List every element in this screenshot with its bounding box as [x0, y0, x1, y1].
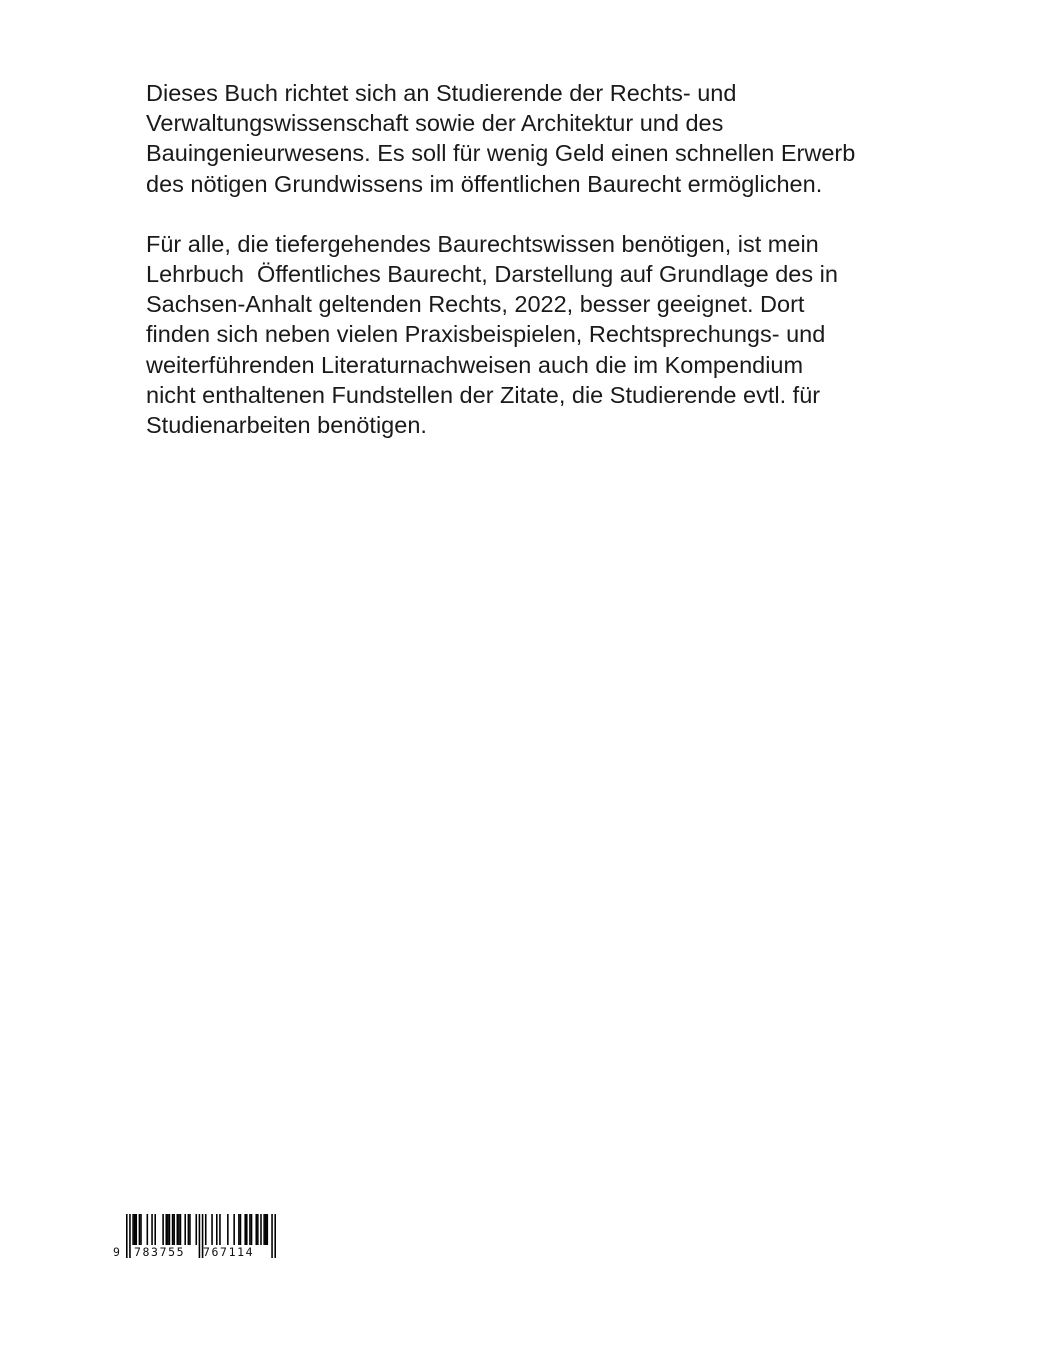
barcode-bar — [238, 1214, 240, 1245]
barcode-first-digit: 9 — [113, 1245, 120, 1259]
barcode-bar — [211, 1214, 213, 1245]
barcode-bar — [162, 1214, 164, 1245]
text-line: nicht enthaltenen Fundstellen der Zitate, die Studierende evtl. für — [146, 381, 821, 408]
barcode-bar — [178, 1214, 180, 1245]
paragraph-1 — [146, 78, 906, 199]
barcode-bar — [184, 1214, 186, 1245]
barcode-bar — [246, 1214, 248, 1245]
text-line: Für alle, die tiefergehendes Baurechtswissen benötigen, ist mein — [146, 230, 819, 257]
barcode-bar — [263, 1214, 265, 1245]
text-line: Dieses Buch richtet sich an Studierende der Rechts- und — [146, 80, 737, 106]
barcode-bar — [251, 1214, 253, 1245]
barcode-bar — [151, 1214, 153, 1245]
barcode-bar — [265, 1214, 267, 1245]
barcode-bar — [154, 1214, 156, 1245]
text-line: Verwaltungswissenschaft sowie der Architektur und des — [146, 110, 724, 137]
barcode-bar — [260, 1214, 262, 1245]
barcode-bar — [134, 1214, 136, 1245]
text-line: finden sich neben vielen Praxisbeispielen, Rechtsprechungs- und — [146, 321, 826, 348]
text-line: weiterführenden Literaturnachweisen auch die im Kompendium — [146, 351, 804, 378]
barcode-bar — [205, 1214, 207, 1245]
barcode-bar — [216, 1214, 218, 1245]
barcode-bar — [244, 1214, 246, 1245]
text-line: Lehrbuch Öffentliches Baurecht, Darstellung auf Grundlage des in — [146, 261, 838, 288]
text-line: Sachsen-Anhalt geltenden Rechts, 2022, besser geeignet. Dort — [146, 291, 805, 318]
barcode-bar — [257, 1214, 259, 1245]
barcode-bar — [135, 1214, 137, 1245]
barcode-bar — [172, 1214, 174, 1245]
barcode-bar — [126, 1214, 128, 1258]
barcode-bar — [233, 1214, 235, 1245]
barcode-bar — [227, 1214, 229, 1245]
barcode-bar — [139, 1214, 141, 1245]
barcode-bar — [240, 1214, 242, 1245]
barcode-bar — [180, 1214, 182, 1245]
barcode-bar — [274, 1214, 276, 1258]
barcode-bar — [165, 1214, 167, 1245]
isbn-barcode — [110, 1214, 280, 1264]
text-line: Studienarbeiten benötigen. — [146, 412, 427, 439]
text-line: des nötigen Grundwissens im öffentlichen Baurecht ermöglichen. — [146, 170, 823, 197]
barcode-bar — [177, 1214, 179, 1245]
barcode-bar — [173, 1214, 175, 1245]
barcode-bar — [271, 1214, 273, 1258]
description-text — [146, 78, 906, 440]
barcode-bar — [255, 1214, 257, 1245]
paragraph-2 — [146, 229, 906, 440]
barcode-bar — [267, 1214, 269, 1245]
barcode-right-group: 767114 — [203, 1245, 255, 1259]
barcode-bar — [219, 1214, 221, 1245]
barcode-bar — [188, 1214, 190, 1245]
barcode-bar — [147, 1214, 149, 1245]
barcode-bar — [199, 1214, 201, 1258]
barcode-bar — [249, 1214, 251, 1245]
barcode-left-group: 783755 — [134, 1245, 186, 1259]
barcode-bar — [129, 1214, 131, 1258]
barcode-bar — [189, 1214, 191, 1245]
text-line: Bauingenieurwesens. Es soll für wenig Geld einen schnellen Erwerb — [146, 140, 856, 167]
barcode-bar — [132, 1214, 134, 1245]
barcode-bar — [169, 1214, 171, 1245]
barcode-bar — [167, 1214, 169, 1245]
barcode-bar — [140, 1214, 142, 1245]
barcode-bar — [195, 1214, 197, 1245]
